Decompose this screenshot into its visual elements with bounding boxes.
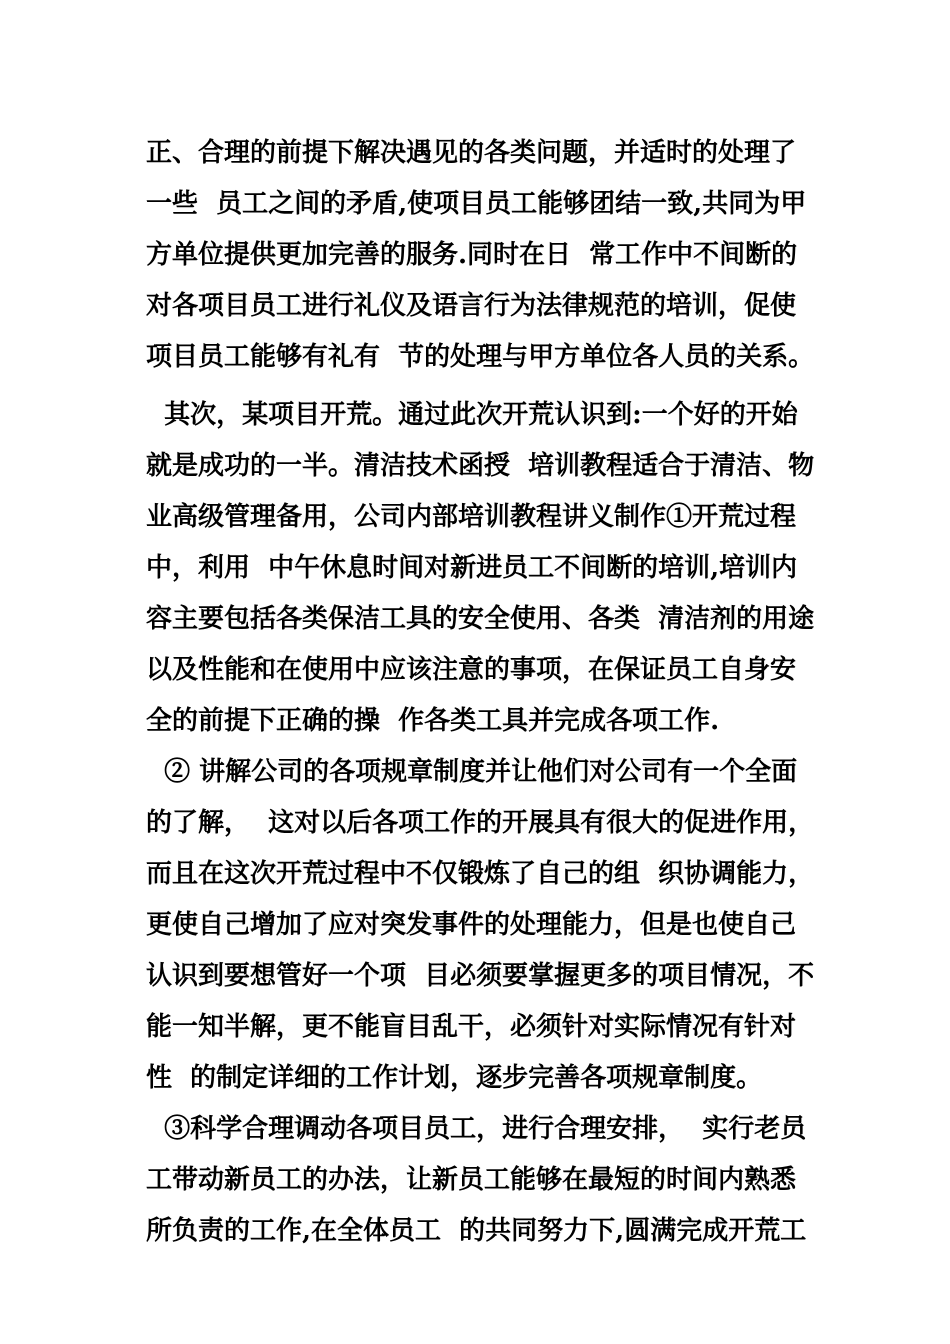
text-line: 其次，某项目开荒。通过此次开荒认识到:一个好的开始 [146,400,798,430]
text-line: 就是成功的一半。清洁技术函授 培训教程适合于清洁、物 [146,451,815,481]
text-line: 业高级管理备用，公司内部培训教程讲义制作①开荒过程 [146,502,797,532]
text-line: 中，利用 中午休息时间对新进员工不间断的培训,培训内 [146,553,798,583]
text-line: 一些 员工之间的矛盾,使项目员工能够团结一致,共同为甲 [146,189,807,219]
text-line: 以及性能和在使用中应该注意的事项，在保证员工自身安 [146,655,797,685]
text-line: 容主要包括各类保洁工具的安全使用、各类 清洁剂的用途 [146,604,815,634]
text-line: 认识到要想管好一个项 目必须要掌握更多的项目情况，不 [146,961,815,991]
paragraph [146,128,814,383]
text-line: 的了解， 这对以后各项工作的开展具有很大的促进作用， [146,808,815,838]
text-line: 方单位提供更加完善的服务.同时在日 常工作中不间断的 [146,240,798,270]
text-line: 性 的制定详细的工作计划，逐步完善各项规章制度。 [146,1063,763,1093]
paragraph [146,1104,814,1257]
text-line: ② 讲解公司的各项规章制度并让他们对公司有一个全面 [146,757,798,787]
paragraph [146,390,814,747]
text-line: 对各项目员工进行礼仪及语言行为法律规范的培训，促使 [146,291,797,321]
text-line: 所负责的工作,在全体员工 的共同努力下,圆满完成开荒工 [146,1216,807,1246]
text-line: 正、合理的前提下解决遇见的各类问题，并适时的处理了 [146,138,797,168]
text-line: 能一知半解，更不能盲目乱干，必须针对实际情况有针对 [146,1012,797,1042]
body-text [146,128,814,1257]
text-line: 项目员工能够有礼有 节的处理与甲方单位各人员的关系。 [146,342,815,372]
text-line: 工带动新员工的办法，让新员工能够在最短的时间内熟悉 [146,1165,797,1195]
text-line: 而且在这次开荒过程中不仅锻炼了自己的组 织协调能力， [146,859,815,889]
text-line: 更使自己增加了应对突发事件的处理能力，但是也使自己 [146,910,797,940]
paragraph [146,747,814,1104]
text-line: ③科学合理调动各项目员工，进行合理安排， 实行老员 [146,1114,807,1144]
text-line: 全的前提下正确的操 作各类工具并完成各项工作. [146,706,720,736]
